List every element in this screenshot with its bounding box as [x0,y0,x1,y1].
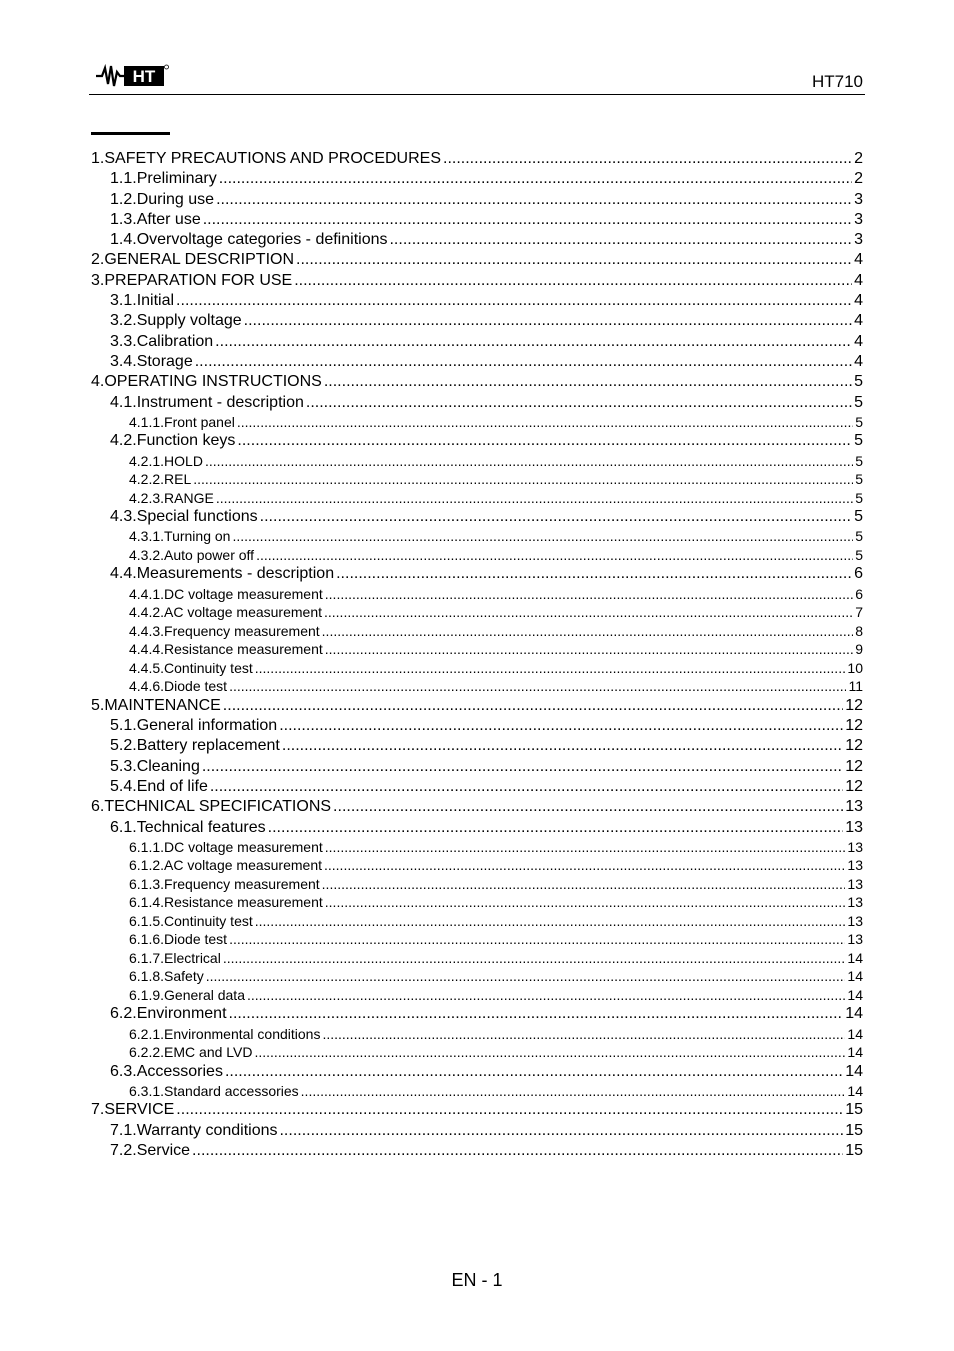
toc-entry-page: 13 [847,875,863,892]
toc-dot-leader [279,717,843,735]
toc-entry-page: 15 [845,1101,863,1119]
toc-entry[interactable] [91,678,863,697]
toc-dot-leader [325,839,846,855]
toc-entry-title: EMC and LVD [164,1044,253,1061]
toc-entry-number: 4.1.1. [129,413,165,430]
toc-entry-title: Continuity test [164,659,253,676]
toc-entry-number: 3.2. [110,312,137,330]
toc-entry-page: 14 [845,1062,863,1080]
toc-entry-number: 4. [91,373,105,391]
toc-entry-title: Measurements - description [136,565,335,583]
toc-entry-title: Calibration [136,332,214,350]
toc-entry-title: Resistance measurement [164,641,323,658]
toc-entry-title: SAFETY PRECAUTIONS AND PROCEDURES [104,150,441,167]
toc-entry-page: 13 [845,798,863,816]
toc-entry-title: DC voltage measurement [164,585,323,602]
toc-entry-number: 7.2. [110,1142,137,1160]
toc-entry[interactable] [91,353,863,373]
toc-entry-page: 5 [855,528,863,545]
toc-dot-leader [202,758,843,776]
toc-entry[interactable] [91,876,863,895]
toc-entry-page: 6 [854,565,863,583]
toc-dot-leader [223,697,843,715]
toc-entry-page: 5 [854,373,863,391]
toc-entry-number: 6.1.1. [129,838,165,855]
toc-entry-number: 1.4. [110,231,137,249]
toc-entry[interactable] [91,414,863,433]
toc-entry-title: Diode test [164,931,228,948]
toc-entry-title: Initial [136,292,175,310]
toc-dot-leader [205,453,853,469]
toc-entry-number: 2. [91,251,105,269]
toc-entry-page: 13 [847,894,863,911]
toc-entry-page: 14 [847,1044,863,1061]
toc-dot-leader [324,857,845,873]
toc-dot-leader [322,1026,845,1042]
toc-entry[interactable] [91,211,863,231]
toc-entry-title: Supply voltage [136,312,242,330]
toc-entry-title: AC voltage measurement [164,857,322,874]
toc-entry-page: 3 [854,231,863,249]
toc-entry-page: 14 [845,1005,863,1023]
toc-entry-title: Cleaning [136,757,200,775]
toc-entry-number: 3.3. [110,332,137,350]
toc-entry-title: General information [136,717,278,735]
toc-entry-number: 6.2. [110,1005,137,1023]
toc-dot-leader [206,968,846,984]
toc-entry-title: Technical features [136,818,266,836]
toc-entry-number: 5.3. [110,757,137,775]
toc-entry-number: 4.2.2. [129,471,165,488]
toc-entry-title: Frequency measurement [164,875,320,892]
page-number: EN - 1 [451,1270,503,1290]
toc-entry-number: 4.4.2. [129,604,165,621]
toc-entry-title: Continuity test [164,912,253,929]
toc-entry-title: Turning on [164,528,231,545]
toc-entry-number: 6.1.7. [129,949,165,966]
toc-entry-number: 4.4.4. [129,641,165,658]
toc-dot-leader [301,1083,846,1099]
toc-dot-leader [225,1063,843,1081]
toc-entry-title: Safety [164,968,204,985]
toc-entry[interactable] [91,913,863,932]
toc-entry-number: 4.3.1. [129,528,165,545]
toc-entry-number: 4.4.1. [129,585,165,602]
toc-entry-title: MAINTENANCE [104,696,221,714]
toc-entry[interactable] [91,1005,863,1025]
toc-entry[interactable] [91,565,863,585]
toc-entry[interactable] [91,292,863,312]
toc-dot-leader [223,950,846,966]
header-divider [89,94,865,95]
toc-entry-title: Preliminary [136,170,217,188]
toc-entry-title: Environment [136,1005,227,1023]
toc-entry-number: 1.1. [110,170,137,188]
toc-title-underline [91,132,170,135]
toc-entry-page: 5 [854,393,863,411]
toc-entry[interactable] [91,547,863,566]
toc-entry-page: 4 [854,332,863,350]
toc-entry-page: 3 [854,210,863,228]
toc-entry-title: Service [136,1142,191,1160]
toc-entry-page: 5 [854,432,863,450]
toc-entry-number: 6.1.9. [129,986,165,1003]
toc-entry-number: 1.3. [110,210,137,228]
toc-entry-page: 14 [847,968,863,985]
toc-entry-number: 5. [91,696,105,714]
toc-dot-leader [322,876,846,892]
toc-entry[interactable] [91,839,863,858]
toc-entry[interactable] [91,798,863,818]
toc-dot-leader [324,373,852,391]
toc-entry-title: SERVICE [104,1101,175,1119]
toc-entry[interactable] [91,950,863,969]
toc-entry[interactable] [91,717,863,737]
toc-entry[interactable] [91,150,863,170]
toc-dot-leader [247,987,845,1003]
toc-entry-page: 5 [854,508,863,526]
toc-entry-page: 12 [845,717,863,735]
toc-entry[interactable] [91,333,863,353]
toc-entry[interactable] [91,312,863,332]
toc-entry-title: After use [136,210,201,228]
toc-entry-number: 6. [91,798,105,816]
toc-entry-title: Overvoltage categories - definitions [136,231,388,249]
toc-entry-title: End of life [136,777,208,795]
toc-entry-page: 5 [855,489,863,506]
toc-entry-page: 6 [855,585,863,602]
toc-entry-page: 13 [847,838,863,855]
toc-entry-number: 4.1. [110,393,137,411]
toc-entry-number: 5.1. [110,717,137,735]
toc-dot-leader [232,528,853,544]
toc-entry-page: 5 [855,471,863,488]
toc-entry-page: 10 [847,659,863,676]
toc-entry-title: During use [136,190,215,208]
toc-entry[interactable] [91,1101,863,1121]
toc-entry-page: 14 [847,949,863,966]
toc-entry[interactable] [91,453,863,472]
toc-dot-leader [279,1122,843,1140]
toc-entry[interactable] [91,373,863,393]
toc-entry-number: 4.3.2. [129,546,165,563]
toc-entry[interactable] [91,1026,863,1045]
toc-entry-page: 11 [848,678,863,695]
toc-entry-title: RANGE [164,489,214,506]
toc-entry[interactable] [91,1044,863,1063]
toc-entry-page: 8 [855,622,863,639]
toc-dot-leader [255,660,846,676]
toc-entry-page: 12 [845,737,863,755]
toc-entry[interactable] [91,191,863,211]
toc-entry-number: 4.3. [110,508,137,526]
toc-dot-leader [294,272,852,290]
toc-entry-title: Standard accessories [164,1082,299,1099]
toc-entry-title: OPERATING INSTRUCTIONS [104,373,322,391]
toc-entry[interactable] [91,758,863,778]
toc-entry-page: 15 [845,1142,863,1160]
toc-entry-title: Warranty conditions [136,1121,278,1139]
toc-entry-title: Auto power off [164,546,255,563]
toc-dot-leader [203,211,852,229]
toc-entry-number: 7. [91,1101,105,1119]
toc-entry-number: 6.1.2. [129,857,165,874]
toc-entry[interactable] [91,528,863,547]
toc-entry-number: 3.4. [110,352,137,370]
toc-entry-page: 5 [855,452,863,469]
toc-entry-page: 15 [845,1121,863,1139]
toc-entry-number: 4.2. [110,432,137,450]
toc-entry-title: Special functions [136,508,258,526]
toc-entry[interactable] [91,272,863,292]
toc-entry-title: Storage [136,352,193,370]
toc-entry-page: 9 [855,641,863,658]
toc-entry-number: 6.1.4. [129,894,165,911]
toc-entry[interactable] [91,931,863,950]
toc-dot-leader [216,191,852,209]
toc-entry-page: 4 [854,352,863,370]
toc-entry-number: 6.3.1. [129,1082,165,1099]
toc-entry[interactable] [91,857,863,876]
toc-entry[interactable] [91,508,863,528]
toc-dot-leader [244,312,852,330]
toc-entry[interactable] [91,778,863,798]
toc-dot-leader [193,471,853,487]
toc-entry-number: 6.1.5. [129,912,165,929]
toc-entry-number: 6.1.3. [129,875,165,892]
toc-entry-number: 6.2.2. [129,1044,165,1061]
toc-entry-title: AC voltage measurement [164,604,322,621]
toc-entry-number: 5.4. [110,777,137,795]
toc-entry[interactable] [91,432,863,452]
toc-entry-title: Diode test [164,678,228,695]
toc-entry-page: 12 [845,777,863,795]
toc-entry-page: 5 [855,413,863,430]
toc-entry-title: REL [164,471,192,488]
toc-entry-number: 4.4.3. [129,622,165,639]
toc-entry-number: 6.1.8. [129,968,165,985]
toc-entry-number: 4.2.3. [129,489,165,506]
toc-entry-page: 3 [854,190,863,208]
toc-dot-leader [210,778,843,796]
toc-dot-leader [216,490,853,506]
toc-entry-number: 3. [91,271,105,289]
toc-entry-page: 13 [847,857,863,874]
toc-entry-page: 12 [845,757,863,775]
toc-dot-leader [336,565,852,583]
toc-entry-title: Instrument - description [136,393,304,411]
toc-entry[interactable] [91,604,863,623]
toc-entry-title: Frequency measurement [164,622,320,639]
toc-entry-page: 14 [847,1082,863,1099]
toc-dot-leader [282,737,843,755]
toc-entry-title: Battery replacement [136,737,280,755]
toc-entry[interactable] [91,819,863,839]
model-name: HT710 [811,72,863,91]
toc-entry[interactable] [91,251,863,271]
toc-entry[interactable] [91,660,863,679]
toc-dot-leader [260,508,852,526]
toc-dot-leader [219,170,852,188]
toc-dot-leader [229,678,846,694]
toc-entry[interactable] [91,894,863,913]
toc-entry[interactable] [91,1083,863,1102]
toc-entry[interactable] [91,697,863,717]
toc-entry-page: 13 [847,912,863,929]
toc-dot-leader [176,292,852,310]
toc-entry-number: 1. [91,150,105,167]
toc-entry-title: Accessories [136,1062,223,1080]
toc-dot-leader [237,432,852,450]
toc-dot-leader [215,333,852,351]
toc-entry-number: 5.2. [110,737,137,755]
toc-dot-leader [256,547,853,563]
toc-dot-leader [296,251,852,269]
toc-entry-number: 1.2. [110,190,137,208]
toc-dot-leader [237,414,853,430]
toc-entry-title: PREPARATION FOR USE [104,271,293,289]
toc-entry[interactable] [91,641,863,660]
toc-entry-number: 6.1. [110,818,137,836]
toc-entry-title: General data [164,986,245,1003]
toc-dot-leader [229,1005,844,1023]
ht-logo [94,62,170,90]
toc-entry-page: 4 [854,251,863,269]
table-of-contents [91,150,863,1162]
toc-dot-leader [389,231,852,249]
toc-dot-leader [325,894,846,910]
toc-entry-page: 2 [854,150,863,167]
toc-dot-leader [195,353,852,371]
toc-dot-leader [325,586,853,602]
toc-dot-leader [333,798,843,816]
toc-entry[interactable] [91,968,863,987]
toc-entry-page: 14 [847,1025,863,1042]
toc-entry[interactable] [91,231,863,251]
toc-entry-page: 14 [847,986,863,1003]
toc-dot-leader [324,604,853,620]
toc-entry-page: 7 [855,604,863,621]
toc-entry[interactable] [91,1142,863,1162]
toc-entry-number: 3.1. [110,292,137,310]
toc-entry-number: 6.2.1. [129,1025,165,1042]
toc-entry[interactable] [91,471,863,490]
toc-entry[interactable] [91,623,863,642]
toc-entry-page: 2 [854,170,863,188]
toc-entry-page: 12 [845,696,863,714]
toc-entry-page: 4 [854,271,863,289]
toc-entry[interactable] [91,394,863,414]
toc-entry[interactable] [91,737,863,757]
toc-entry-number: 4.4.6. [129,678,165,695]
toc-entry-number: 4.2.1. [129,452,165,469]
toc-entry-title: HOLD [164,452,203,469]
toc-entry-title: Environmental conditions [164,1025,321,1042]
toc-dot-leader [192,1142,843,1160]
toc-dot-leader [229,931,845,947]
toc-entry-page: 13 [845,818,863,836]
toc-dot-leader [268,819,844,837]
toc-entry-number: 6.1.6. [129,931,165,948]
toc-dot-leader [322,623,854,639]
toc-entry-page: 13 [847,931,863,948]
toc-entry-number: 4.4.5. [129,659,165,676]
svg-text:HT: HT [132,67,156,86]
toc-entry-number: 6.3. [110,1062,137,1080]
toc-entry[interactable] [91,1122,863,1142]
toc-entry-page: 4 [854,292,863,310]
toc-entry-number: 4.4. [110,565,137,583]
toc-entry-number: 7.1. [110,1121,137,1139]
toc-dot-leader [255,913,846,929]
toc-dot-leader [176,1101,843,1119]
toc-entry[interactable] [91,170,863,190]
toc-entry[interactable] [91,1063,863,1083]
toc-entry-page: 4 [854,312,863,330]
toc-entry[interactable] [91,586,863,605]
toc-entry-title: Resistance measurement [164,894,323,911]
toc-entry-title: GENERAL DESCRIPTION [104,251,295,269]
toc-entry-title: Front panel [164,413,235,430]
toc-entry-title: DC voltage measurement [164,838,323,855]
toc-entry[interactable] [91,987,863,1006]
toc-dot-leader [325,641,853,657]
toc-entry[interactable] [91,490,863,509]
toc-dot-leader [443,150,852,168]
toc-entry-title: TECHNICAL SPECIFICATIONS [104,798,332,816]
toc-entry-page: 5 [855,546,863,563]
toc-entry-title: Function keys [136,432,236,450]
toc-entry-title: Electrical [164,949,221,966]
toc-dot-leader [306,394,852,412]
toc-dot-leader [254,1044,845,1060]
